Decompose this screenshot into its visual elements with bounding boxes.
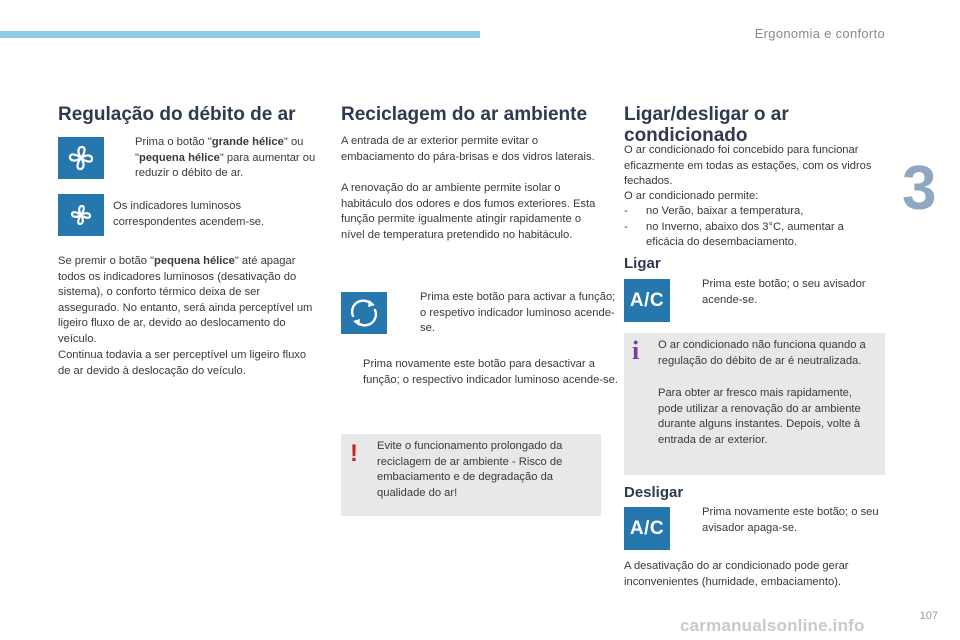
airflow-paragraph-2: Continua todavia a ser perceptível um ligeiro fluxo de ar devido à deslocação do veículo. [58, 349, 307, 377]
recirculation-icon [347, 296, 381, 330]
info-text-1: O ar condicionado não funciona quando a regulação do débito de ar é neutralizada. [658, 339, 866, 367]
warning-icon: ! [350, 440, 358, 467]
ac-list-item: - no Verão, baixar a temperatura, [624, 205, 804, 217]
recirculation-intro-1: A entrada de ar exterior permite evitar o embaciamento do pára-brisas e dos vidros laterais. [341, 135, 595, 163]
airflow-paragraph-1: Se premir o botão "pequena hélice" até apagar todos os indicadores luminosos (desativação do sistema), o conforto térmico deixa de ser assegurado. No entanto, será ainda perceptível um ligeiro fluxo de ar, devido ao deslocamento do veículo. [58, 255, 313, 345]
watermark: carmanualsonline.info [680, 616, 865, 635]
ac-on-button[interactable]: A/C [624, 279, 670, 322]
ligar-title: Ligar [624, 255, 661, 272]
chapter-number: 3 [902, 154, 937, 223]
desligar-title: Desligar [624, 484, 684, 501]
ac-title: Ligar/desligar o ar condicionado [624, 104, 789, 146]
top-accent-bar [0, 31, 480, 38]
airflow-title: Regulação do débito de ar [58, 104, 296, 125]
fan-small-icon [65, 199, 97, 231]
info-icon: i [632, 336, 640, 365]
fan-large-icon [65, 142, 97, 174]
recirculation-bullet-1: Prima este botão para activar a função; o respetivo indicador luminoso acende-se. [420, 291, 616, 335]
recirculation-bullet-2: Prima novamente este botão para desactivar a função; o respectivo indicador luminoso acende-se. [363, 358, 618, 386]
ligar-bullet: Prima este botão; o seu avisador acende-se. [702, 278, 866, 306]
warning-text: Evite o funcionamento prolongado da reciclagem de ar ambiente - Risco de embaciamento e de degradação da qualidade do ar! [377, 440, 563, 499]
ac-list-item: - no Inverno, abaixo dos 3°C, aumentar a eficácia do desembaciamento. [624, 220, 844, 249]
ac-intro-1: O ar condicionado foi concebido para funcionar eficazmente em todas as estações, com os vidros fechados. [624, 144, 872, 188]
airflow-bullet-1: Prima o botão "grande hélice" ou "pequena hélice" para aumentar ou reduzir o débito de ar. [135, 136, 316, 180]
info-text-2: Para obter ar fresco mais rapidamente, pode utilizar a renovação do ar ambiente durante alguns instantes. Depois, volte à entrada de ar exterior. [658, 387, 861, 446]
ac-off-button[interactable]: A/C [624, 507, 670, 550]
airflow-indicators-text: Os indicadores luminosos correspondentes acendem-se. [113, 200, 265, 228]
recirculation-title: Reciclagem do ar ambiente [341, 104, 588, 125]
page-number: 107 [919, 610, 938, 622]
section-header: Ergonomia e conforto [754, 26, 885, 41]
recirculation-intro-2: A renovação do ar ambiente permite isolar o habitáculo dos odores e dos fumos exteriores. Esta função permite igualmente atingir rapidamente o nível de temperatura pretendido no habitáculo. [341, 182, 596, 241]
fan-small-button[interactable] [58, 194, 104, 236]
fan-large-button[interactable] [58, 137, 104, 179]
desligar-bullet: Prima novamente este botão; o seu avisador apaga-se. [702, 506, 879, 534]
ac-intro-2: O ar condicionado permite: [624, 190, 759, 202]
ac-footer-note: A desativação do ar condicionado pode gerar inconvenientes (humidade, embaciamento). [624, 560, 849, 588]
recirculation-button[interactable] [341, 292, 387, 334]
ac-list [624, 204, 884, 251]
